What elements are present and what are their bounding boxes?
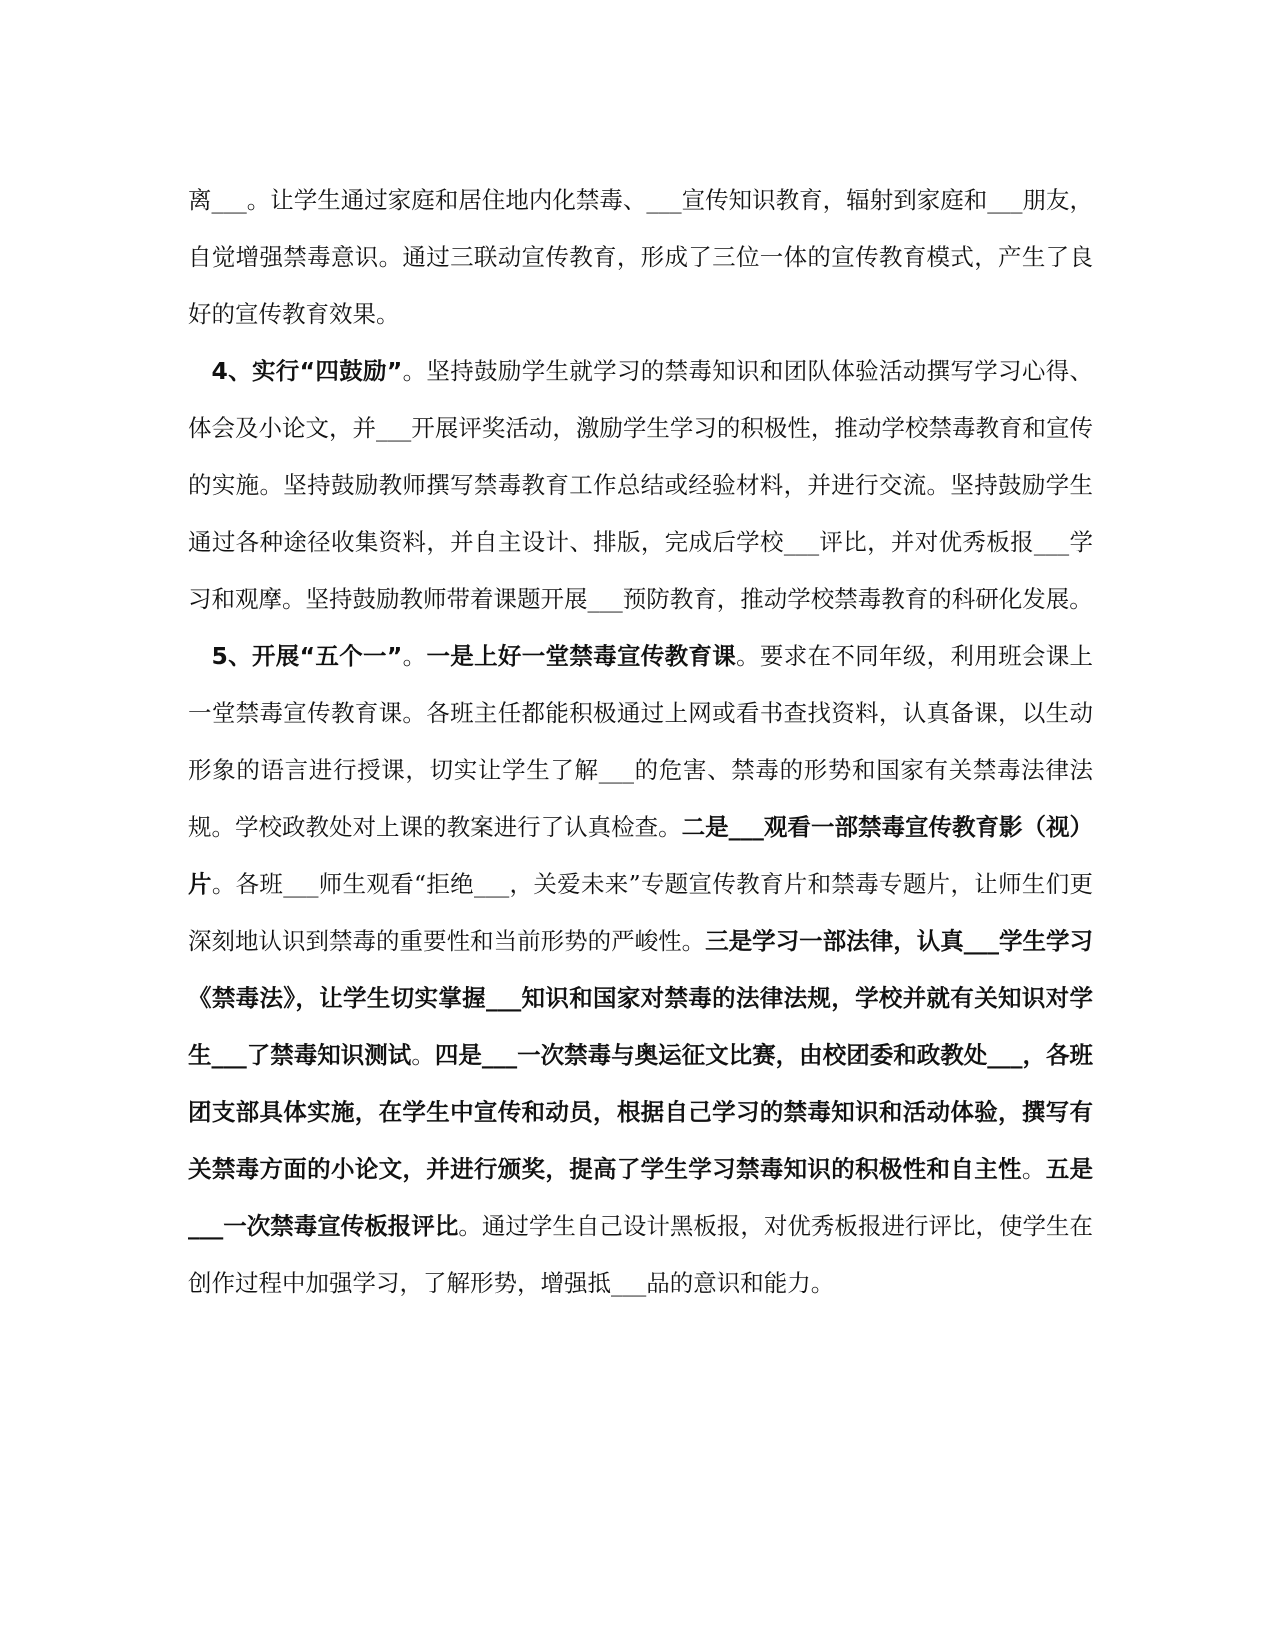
item-four-text: 四是___一次禁毒与奥运征文比赛，由校团委和政教处___，各班团支部具体实施，在学生中宣传和动员，根据自己学习的禁毒知识和活动体验，撰写有关禁毒方面的小论文，并进行颁奖，提高了学生学习禁毒知识的积极性和自主性 <box>188 1041 1094 1183</box>
paragraph-text: 。各班___师生观看“拒绝___，关爱未来”专题宣传教育片和禁毒专题片，让师生们更深刻地认识到禁毒的重要性和当前形势的严峻性。 <box>188 870 1093 955</box>
item-two-heading: 二是___观看一部禁毒宣传教育影（视）片 <box>188 813 1094 898</box>
paragraph-text: 。 <box>1021 1155 1046 1183</box>
paragraph-text: 。通过学生自己设计黑板报，对优秀板报进行评比，使学生在创作过程中加强学习，了解形势，增强抵___品的意识和能力。 <box>188 1212 1094 1297</box>
section-heading: 5、开展“五个一” <box>211 642 403 670</box>
paragraph-four-encouragements <box>188 343 1093 628</box>
paragraph-text: 。坚持鼓励学生就学习的禁毒知识和团队体验活动撰写学习心得、体会及小论文，并___开展评奖活动，激励学生学习的积极性，推动学校禁毒教育和宣传的实施。坚持鼓励教师撰写禁毒教育工作总结或经验材料，并进行交流。坚持鼓励学生通过各种途径收集资料，并自主设计、排版，完成后学校___评比，并对优秀板报___学习和观摩。坚持鼓励教师带着课题开展___预防教育，推动学校禁毒教育的科研化发展。 <box>188 357 1094 613</box>
body-text <box>188 172 1093 1312</box>
section-heading: 4、实行“四鼓励” <box>211 357 403 385</box>
paragraph-continuation <box>188 172 1093 343</box>
paragraph-text: 离___。让学生通过家庭和居住地内化禁毒、___宣传知识教育，辐射到家庭和___朋友，自觉增强禁毒意识。通过三联动宣传教育，形成了三位一体的宣传教育模式，产生了良好的宣传教育效果。 <box>188 186 1093 328</box>
paragraph-five-ones <box>188 628 1093 1312</box>
paragraph-text: 。 <box>411 1041 435 1069</box>
item-three-text: 三是学习一部法律，认真___学生学习《禁毒法》，让学生切实掌握___知识和国家对禁毒的法律法规，学校并就有关知识对学生___了禁毒知识测试 <box>188 927 1094 1069</box>
item-five-heading: 五是___一次禁毒宣传板报评比 <box>188 1155 1094 1240</box>
paragraph-text: 。要求在不同年级，利用班会课上一堂禁毒宣传教育课。各班主任都能积极通过上网或看书查找资料，认真备课，以生动形象的语言进行授课，切实让学生了解___的危害、禁毒的形势和国家有关禁毒法律法规。学校政教处对上课的教案进行了认真检查。 <box>188 642 1094 841</box>
paragraph-text: 。 <box>402 642 427 670</box>
item-one-heading: 一是上好一堂禁毒宣传教育课 <box>426 642 737 670</box>
